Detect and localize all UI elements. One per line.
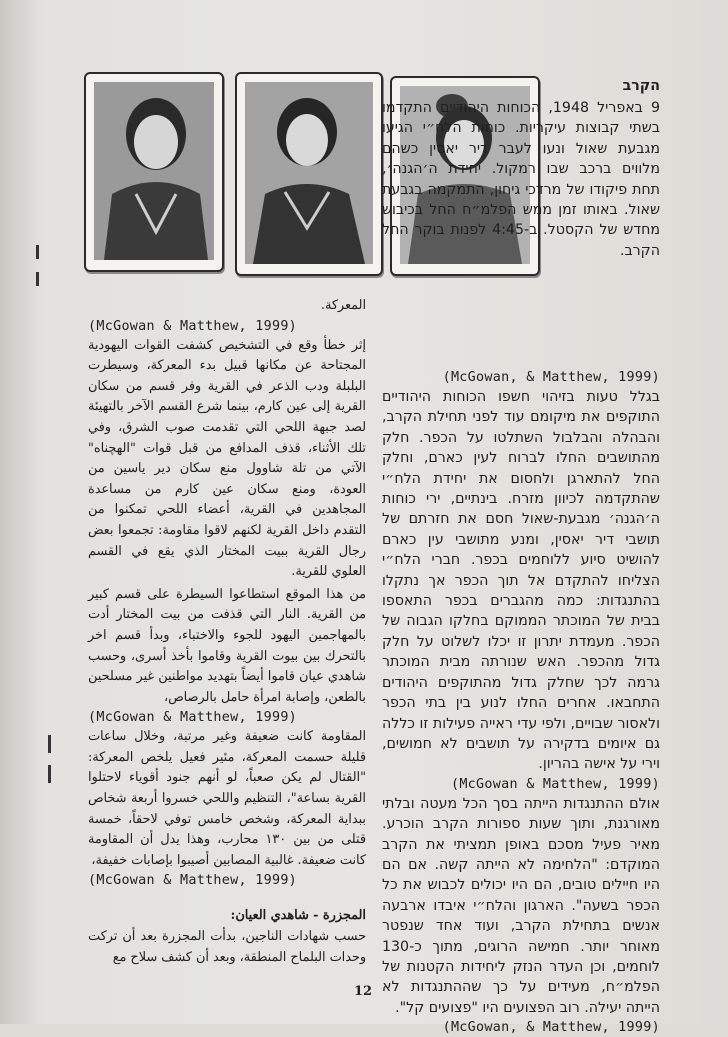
hebrew-citation-2: (McGowan & Matthew, 1999) [450, 776, 660, 792]
portrait-photo-center [245, 82, 373, 264]
hebrew-intro-column [548, 76, 660, 96]
arabic-paragraph-2: من هذا الموقع استطاعوا السيطرة على قسم كبير من القرية. النار التي قذفت من بيت المختار أدت بالمهاجمين اليهود للجوء والاختباء، وبدأ قسم اخر بالتحرك بين بيوت القرية وقاموا بأخذ أسرى، وحسب شاهدي عيان قاموا أيضاً بتهديد مواطنين غير مسلحين بالطعن، وإصابة امرأة حامل بالرصاص، [88, 586, 366, 705]
hebrew-paragraph-1: 9 באפריל 1948, הכוחות היהודיים התקדמו בשתי קבוצות עיקריות. כוחות הלח״י הגיעו מגבעת שאול ונעו לעבר דיר יאסין כשהם מלווים ברכב שבו רמקול. יחידת ה׳הגנה׳, תחת פיקודו של מרדכי גיחון, התמקמה בגבעת שאול. באותו זמן ממש הפלמ״ח החל בכיבוש מחדש של הקסטל. ב-4:45 לפנות בוקר החל הקרב. [382, 100, 661, 259]
photo-frame-center [235, 72, 383, 276]
arabic-line-0: المعركة. [320, 298, 366, 313]
page-number: 12 [354, 984, 373, 999]
margin-mark [48, 765, 51, 783]
arabic-citation-3: (McGowan & Matthew, 1999) [88, 873, 298, 889]
hebrew-paragraph-2: בגלל טעות בזיהוי חשפו הכוחות היהודיים התוקפים את מיקומם עוד לפני תחילת הקרב, והבהלה והבלבול השתלטו על הכפר. חלק מהתושבים החלו לברוח לעין כארם, וחלק החל להתארגן ולחסום את יחידת הלח״י שהתקדמה לכיוון מזרח. בינתיים, ירי כוחות ה׳הגנה׳ מגבעת-שאול חסם את חזרתם של תושבי דיר יאסין, ומנע מתושבי עין כארם להושיט סיוע ללוחמים בכפר. חברי הלח״י הצליחו להתקדם אל תוך הכפר אך נתקלו בהתנגדות: כמה מהגברים בכפר התאספו בבית של המוכתר הממוקם בחלקו הגבוה של הכפר. מעמדת יתרון זו יכלו לשלוט על חלק גדול מהכפר. האש שנורתה מבית המוכתר גרמה לכך שחלק גדול מהתוקפים היהודים התחבאו. אחרים החלו לנוע בין בתי הכפר ולאסור שבויים, ולפי עדי ראייה פעילות זו כללה גם איומים בדקירה על תושבים לא חמושים, וירי על אישה בהריון. [382, 389, 660, 773]
margin-mark [36, 272, 39, 286]
hebrew-citation-3: (McGowan, & Matthew, 1999) [442, 1020, 660, 1036]
hebrew-citation-1: (McGowan, & Matthew, 1999) [442, 370, 660, 385]
margin-mark [36, 245, 39, 259]
hebrew-section-heading: הקרב [622, 78, 660, 94]
hebrew-column-lower [382, 368, 660, 1037]
photo-frame-left [84, 72, 224, 272]
arabic-paragraph-4: حسب شهادات الناجين، بدأت المجزرة بعد أن تركت وحدات البلماح المنطقة، وبعد أن كشف سلاح مع [88, 929, 366, 965]
arabic-paragraph-3: المقاومة كانت ضعيفة وغير مرتبة، وخلال ساعات قليلة حسمت المعركة، مئير فعيل يلخص المعركة: "القتال لم يكن صعباً، لو أنهم جنود أقوياء لاحتلوا القرية بساعة"، التنظيم واللحي خسروا أربعة شخاص ببداية المعركة، وشخص خامس توفي لاحقاً، خمسة قتلى من بين ١٣٠ محارب، وهذا يدل أن المقاومة كانت ضعيفة. غالبية المصابين أصيبوا بإصابات خفيفة، [88, 729, 366, 868]
hebrew-paragraph-3: אולם ההתנגדות הייתה בסך הכל מעטה ובלתי מאורגנת, ותוך שעות ספורות הקרב הוכרע. מאיר פעיל מסכם באופן תמציתי את הקרב המוקדם: "הלחימה לא הייתה קשה. אם הם היו חיילים טובים, הם היו יכולים לכבוש את כל הכפר בשעה". הארגון והלח״י איבדו ארבעה אנשים בתחילת הקרב, ועוד אחד שנפטר מאוחר יותר. חמישה הרוגים, מתוך כ-130 לוחמים, וכן העדר הנזק ליחידות הקטנות של הפלמ״ח, מעידים על כך שההתנגדות לא הייתה יעילה. רוב הפצועים היו "פצועים קל". [382, 795, 660, 1016]
margin-mark [48, 735, 51, 753]
hebrew-column [382, 98, 660, 261]
portrait-photo-left [94, 82, 214, 260]
arabic-paragraph-1: إثر خطأ وقع في التشخيص كشفت القوات اليهودية المجتاحة عن مكانها قبيل بدء المعركة، وسيطرت البلبلة ودب الذعر في القرية وفر قسم من سكان القرية إلى عين كارم، بينما شرع القسم الآخر بالتهيئة لصد جبهة اللحي التي تقدمت صوب الشرق، وفي تلك الأثناء، قذف المدافع من قبل قوات "الهچناه" الآتي من تلة شاوول منع سكان دير ياسين من العودة، ومنع سكان عين كارم من مساعدة المجاهدين في القرية، أعضاء اللحي تمكنوا من التقدم داخل القرية لكنهم لاقوا مقاومة: تجمعوا بعض رجال القرية ببيت المختار الذي يقع في القسم العلوي للقرية. [88, 337, 366, 580]
arabic-citation-2: (McGowan & Matthew, 1999) [88, 710, 298, 726]
arabic-citation-1: (McGowan & Matthew, 1999) [88, 318, 298, 334]
arabic-section-heading: المجزرة - شاهدي العيان: [230, 908, 366, 924]
arabic-column [88, 296, 366, 968]
